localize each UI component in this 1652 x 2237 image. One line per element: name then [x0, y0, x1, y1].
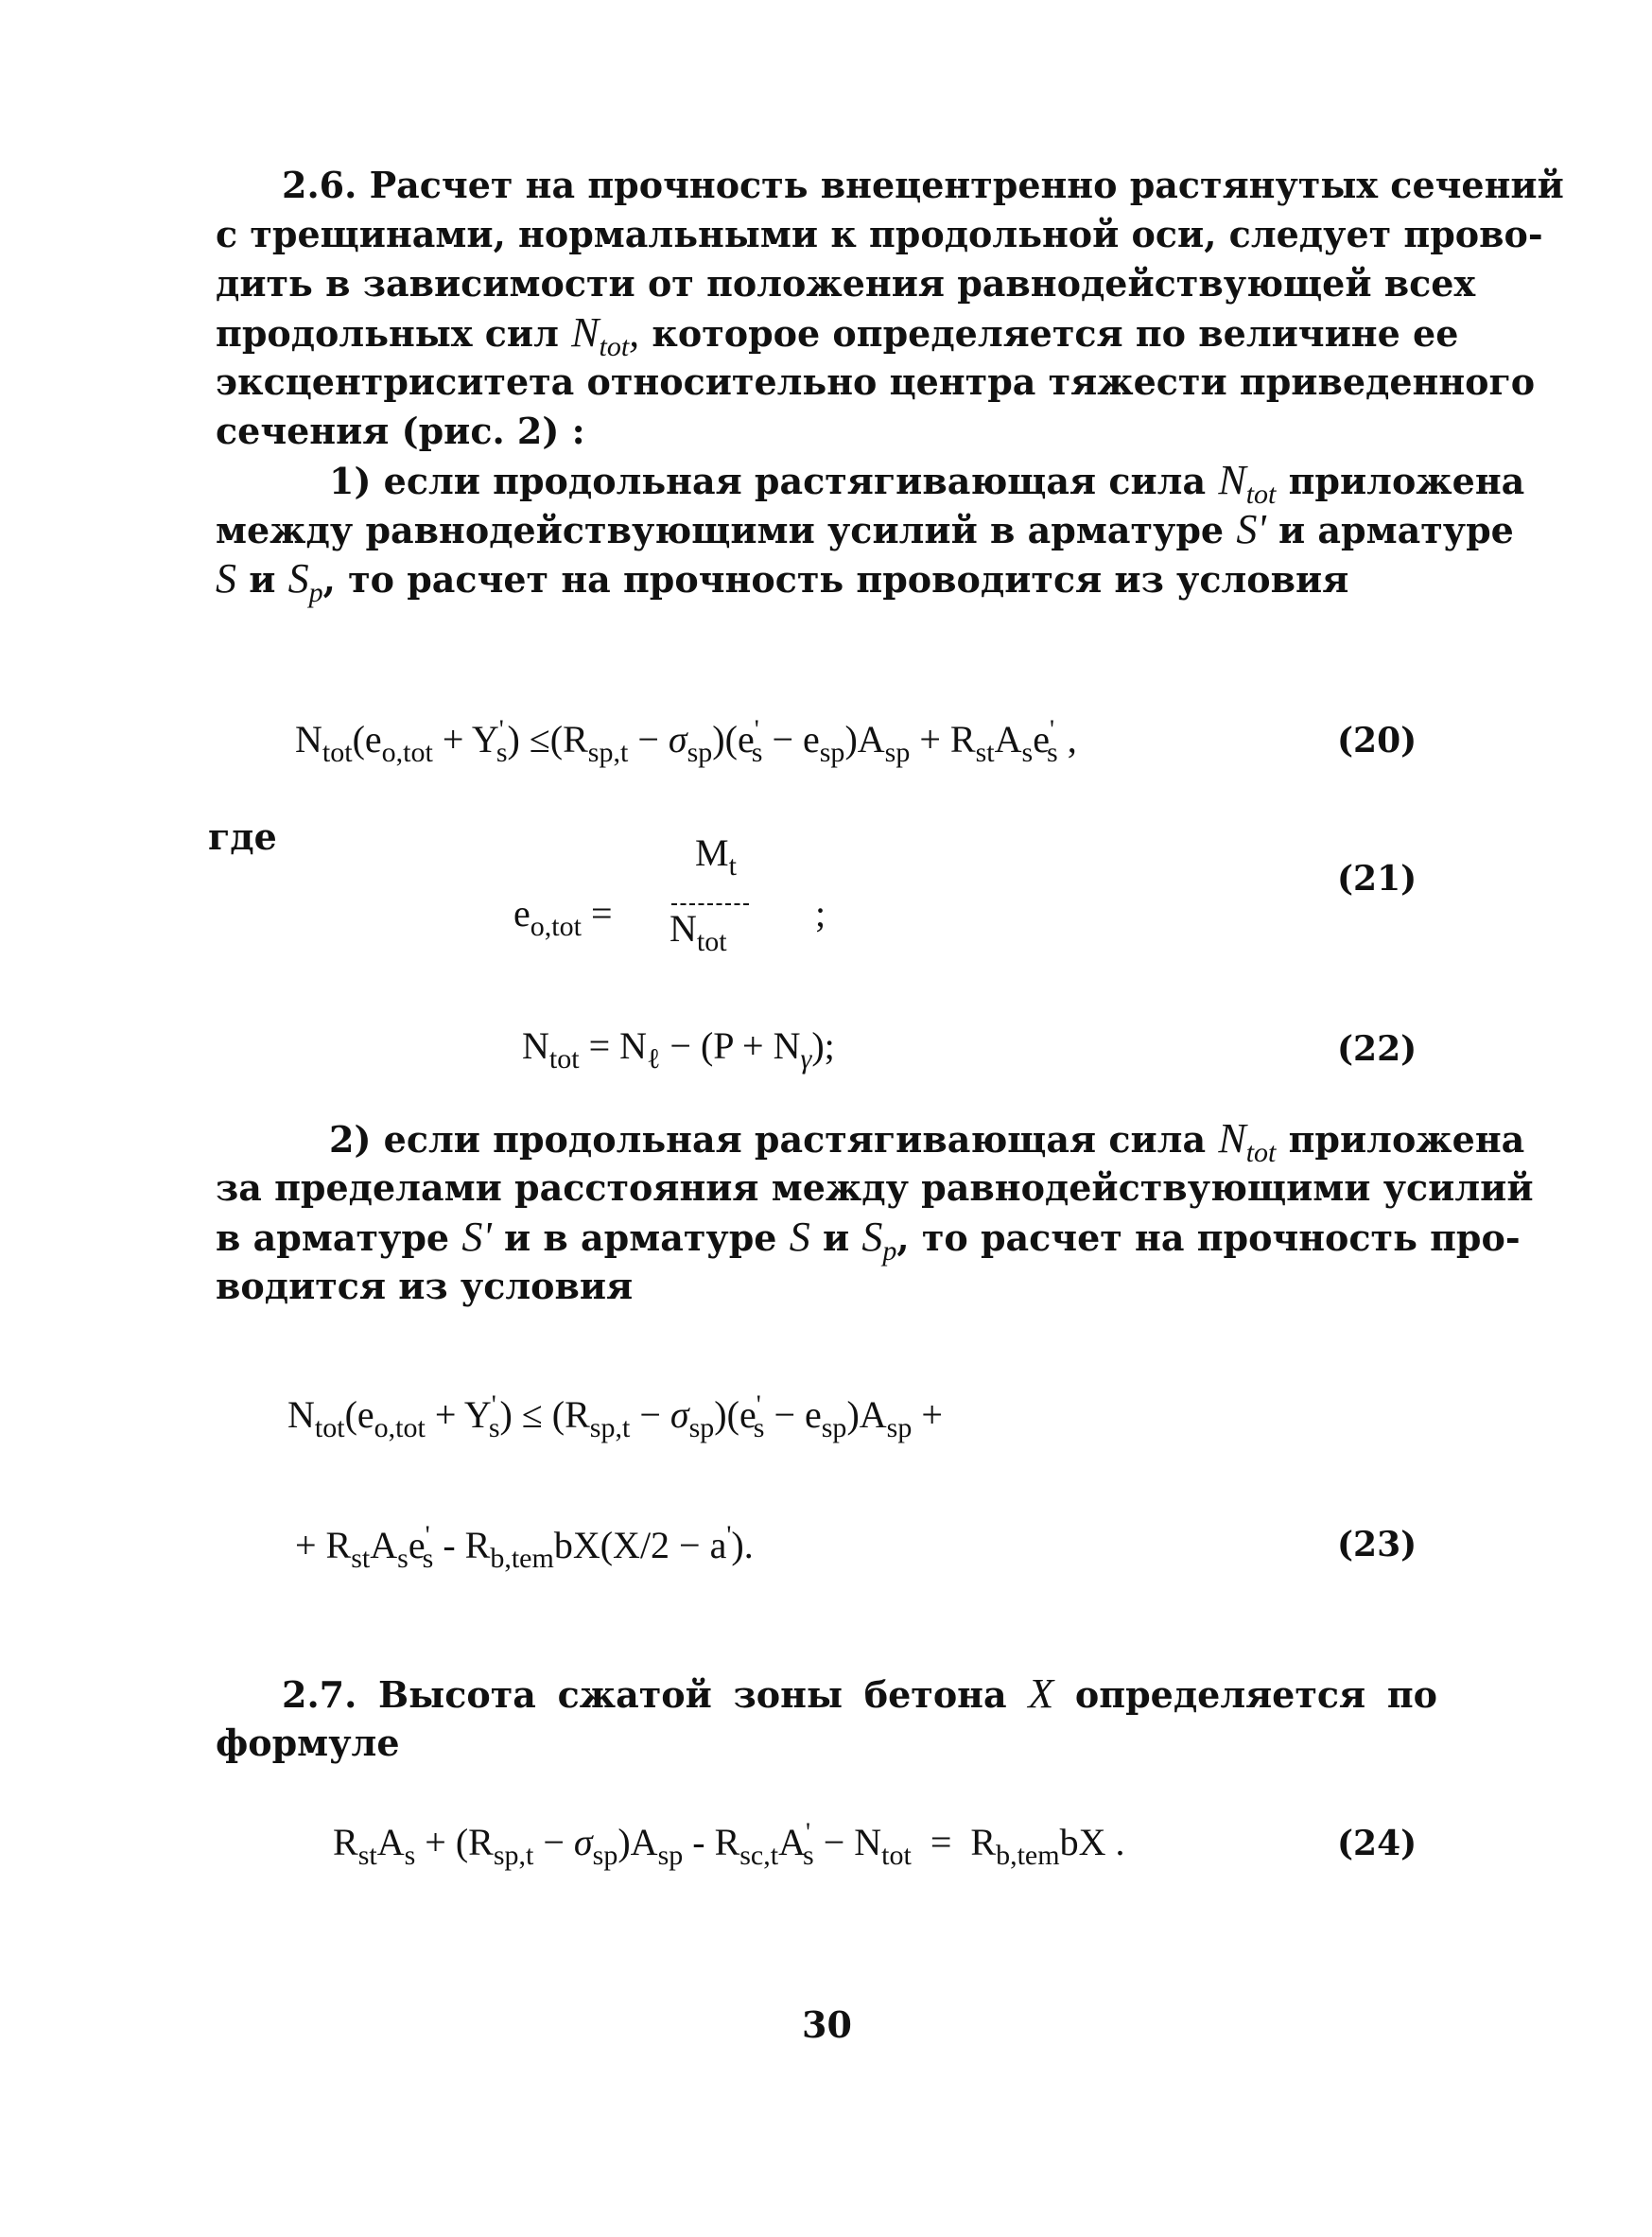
page-number: 30 [802, 2003, 852, 2046]
equation-number-23: (23) [1337, 1525, 1417, 1564]
text-line: формуле [216, 1721, 400, 1764]
equation-22: $N_{tot} = N_\ell - (P + N_\gamma)$; [522, 1024, 835, 1075]
text-line: водится из условия [216, 1265, 634, 1307]
text-fragment: которое определяется по величине ее [652, 312, 1459, 355]
where-label: где [208, 815, 277, 858]
text-line-ntot [216, 308, 1459, 362]
text-line: в арматуре S' и в арматуре S и $S_p$, то расчет на прочность про- [216, 1214, 1521, 1267]
text-line: сечения (рис. 2) : [216, 410, 585, 452]
text-line: за пределами расстояния между равнодействующими усилий [216, 1166, 1534, 1209]
item-1-paragraph [216, 456, 1525, 608]
text-line: дить в зависимости от положения равнодействующей всех [216, 262, 1476, 305]
equation-number-22: (22) [1337, 1029, 1417, 1069]
section-2-7-paragraph [216, 1669, 1437, 1768]
text-line: 2) если продольная растягивающая сила $N_{tot}$ приложена [329, 1115, 1525, 1168]
equation-21-fraction-bar [671, 903, 749, 905]
text-line: 2.7. Высота сжатой зоны бетона X определяется по [282, 1670, 1437, 1717]
sp-symbol: $S_p$ [287, 555, 323, 608]
equation-20: $N_{tot}(e_{o,tot} + Y'_s) \le(R_{sp,t} - \sigma_{sp})(e'_s - e_{sp})A_{sp} + R_{st}A_se'_s$ , [295, 715, 1077, 768]
x-symbol: X [1028, 1670, 1054, 1717]
section-2-6-paragraph [216, 161, 1564, 456]
s-prime-symbol: S' [461, 1214, 492, 1260]
text-line: между равнодействующими усилий в арматуре S' и арматуре [216, 506, 1514, 552]
sp-symbol: $S_p$ [861, 1214, 897, 1267]
ntot-symbol: $N_{tot}$ [1218, 1115, 1277, 1168]
s-symbol: S [216, 555, 236, 602]
equation-23-line-1: $N_{tot}(e_{o,tot} + Y'_s) \le (R_{sp,t} - \sigma_{sp})(e'_s - e_{sp})A_{sp}$ + [287, 1390, 943, 1443]
s-prime-symbol: S' [1236, 506, 1266, 552]
text-line: с трещинами, нормальными к продольной оси, следует прово- [216, 213, 1543, 255]
s-symbol: S [789, 1214, 810, 1260]
text-fragment: продольных сил [216, 312, 559, 355]
item-2-paragraph [216, 1114, 1534, 1311]
text-line: 1) если продольная растягивающая сила $N_{tot}$ приложена [329, 457, 1525, 510]
equation-number-24: (24) [1337, 1824, 1417, 1863]
equation-23-line-2: + $R_{st}A_se'_s - R_{b,tem}bX(X/2 - a')$. [295, 1521, 754, 1574]
equation-21-separator: ; [815, 892, 826, 935]
text-line: эксцентриситета относительно центра тяжести приведенного [216, 360, 1536, 403]
equation-21-denominator: $N_{tot}$ [669, 907, 727, 957]
text-line: 2.6. Расчет на прочность внецентренно растянутых сечений [282, 164, 1564, 206]
equation-21-numerator: $M_t$ [695, 831, 737, 882]
equation-24: $R_{st}A_s + (R_{sp,t} - \sigma_{sp})A_{sp} - R_{sc,t}A'_s - N_{tot} = R_{b,tem}bX$ . [333, 1818, 1125, 1871]
ntot-symbol: $N_{tot}$, [571, 309, 640, 362]
ntot-symbol: $N_{tot}$ [1218, 457, 1277, 510]
equation-number-21: (21) [1337, 859, 1417, 899]
equation-21-lhs: $e_{o,tot}$ = [513, 892, 613, 942]
equation-number-20: (20) [1337, 721, 1417, 760]
text-line: S и $S_p$, то расчет на прочность проводится из условия [216, 555, 1349, 608]
